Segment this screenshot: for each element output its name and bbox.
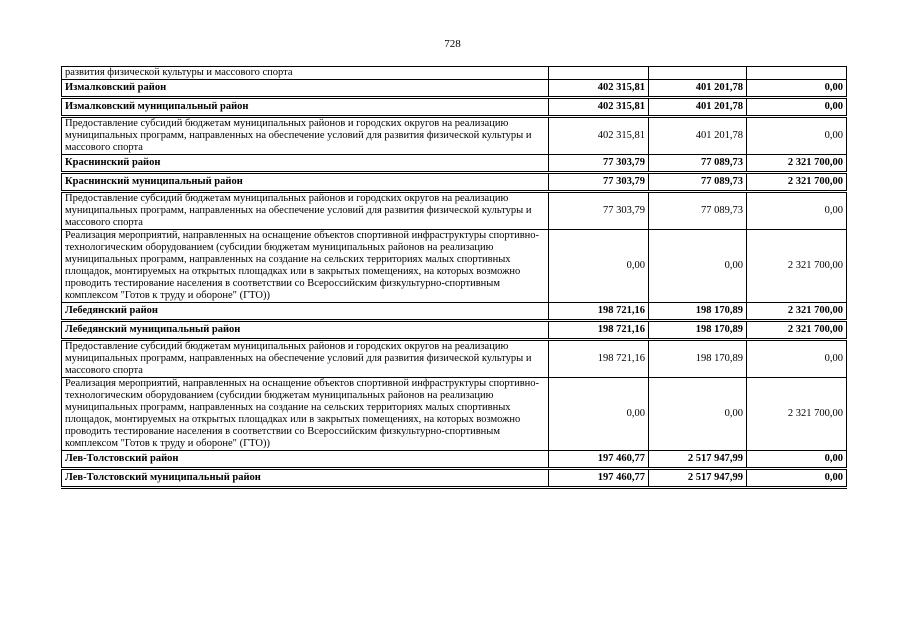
district-row [62,303,847,321]
row-value-2: 77 089,73 [649,192,747,230]
row-value-1: 197 460,77 [549,451,649,469]
row-value-3: 0,00 [747,469,847,488]
row-value-2: 2 517 947,99 [649,469,747,488]
row-value-1: 0,00 [549,230,649,303]
continuation-row [62,67,847,80]
row-value-2: 198 170,89 [649,321,747,340]
municipal-row [62,173,847,192]
row-value-1: 198 721,16 [549,340,649,378]
row-value-3: 2 321 700,00 [747,303,847,321]
row-value-2: 401 201,78 [649,117,747,155]
row-value-1: 197 460,77 [549,469,649,488]
row-description: Предоставление субсидий бюджетам муниципальных районов и городских округов на реализацию муниципальных программ, направленных на обеспечение условий для развития физической культуры и массового спорта [62,192,549,230]
row-value-3: 0,00 [747,451,847,469]
row-value-1: 77 303,79 [549,173,649,192]
row-description: Реализация мероприятий, направленных на оснащение объектов спортивной инфраструктуры спортивно-технологическим оборудованием (субсидии бюджетам муниципальных районов на реализацию муниципальных программ, направленных на создание на сельских территориях малых спортивных площадок, монтируемых на открытых площадках или в закрытых помещениях, на которых возможно проводить тестирование населения в соответствии со Всероссийским физкультурно-спортивным комплексом "Готов к труду и обороне" (ГТО)) [62,378,549,451]
district-row [62,451,847,469]
row-description: Измалковский муниципальный район [62,98,549,117]
row-value-1: 198 721,16 [549,303,649,321]
row-value-1: 77 303,79 [549,192,649,230]
municipal-row [62,321,847,340]
row-value-2: 198 170,89 [649,303,747,321]
table-row [62,378,847,451]
row-value-3: 2 321 700,00 [747,378,847,451]
row-value-1: 77 303,79 [549,155,649,173]
row-value-2: 198 170,89 [649,340,747,378]
row-value-1: 198 721,16 [549,321,649,340]
row-description: Реализация мероприятий, направленных на оснащение объектов спортивной инфраструктуры спортивно-технологическим оборудованием (субсидии бюджетам муниципальных районов на реализацию муниципальных программ, направленных на создание на сельских территориях малых спортивных площадок, монтируемых на открытых площадках или в закрытых помещениях, на которых возможно проводить тестирование населения в соответствии со Всероссийским физкультурно-спортивным комплексом "Готов к труду и обороне" (ГТО)) [62,230,549,303]
row-value-2: 2 517 947,99 [649,451,747,469]
row-value-3 [747,67,847,80]
table-row [62,117,847,155]
district-row [62,80,847,98]
page-number: 728 [444,38,461,50]
budget-table-body [62,67,847,488]
row-value-1 [549,67,649,80]
row-value-2: 0,00 [649,378,747,451]
row-description: Лев-Толстовский муниципальный район [62,469,549,488]
row-description: Краснинский муниципальный район [62,173,549,192]
table-row [62,192,847,230]
table-row [62,230,847,303]
row-description: Лебедянский район [62,303,549,321]
municipal-row [62,98,847,117]
row-value-3: 0,00 [747,98,847,117]
row-description: Лебедянский муниципальный район [62,321,549,340]
row-value-3: 0,00 [747,117,847,155]
row-value-3: 2 321 700,00 [747,230,847,303]
row-description: Измалковский район [62,80,549,98]
row-value-1: 402 315,81 [549,117,649,155]
row-value-3: 2 321 700,00 [747,173,847,192]
row-value-2: 401 201,78 [649,98,747,117]
municipal-row [62,469,847,488]
row-description: Предоставление субсидий бюджетам муниципальных районов и городских округов на реализацию муниципальных программ, направленных на обеспечение условий для развития физической культуры и массового спорта [62,117,549,155]
row-description: развития физической культуры и массового спорта [62,67,549,80]
row-value-2: 401 201,78 [649,80,747,98]
district-row [62,155,847,173]
row-value-3: 0,00 [747,80,847,98]
row-value-3: 0,00 [747,192,847,230]
row-description: Предоставление субсидий бюджетам муниципальных районов и городских округов на реализацию муниципальных программ, направленных на обеспечение условий для развития физической культуры и массового спорта [62,340,549,378]
row-value-1: 402 315,81 [549,80,649,98]
row-description: Краснинский район [62,155,549,173]
row-value-3: 2 321 700,00 [747,155,847,173]
row-value-3: 0,00 [747,340,847,378]
row-value-2: 77 089,73 [649,155,747,173]
row-value-1: 402 315,81 [549,98,649,117]
row-value-2 [649,67,747,80]
row-value-2: 77 089,73 [649,173,747,192]
row-description: Лев-Толстовский район [62,451,549,469]
row-value-2: 0,00 [649,230,747,303]
row-value-1: 0,00 [549,378,649,451]
row-value-3: 2 321 700,00 [747,321,847,340]
table-row [62,340,847,378]
budget-table [61,66,847,489]
